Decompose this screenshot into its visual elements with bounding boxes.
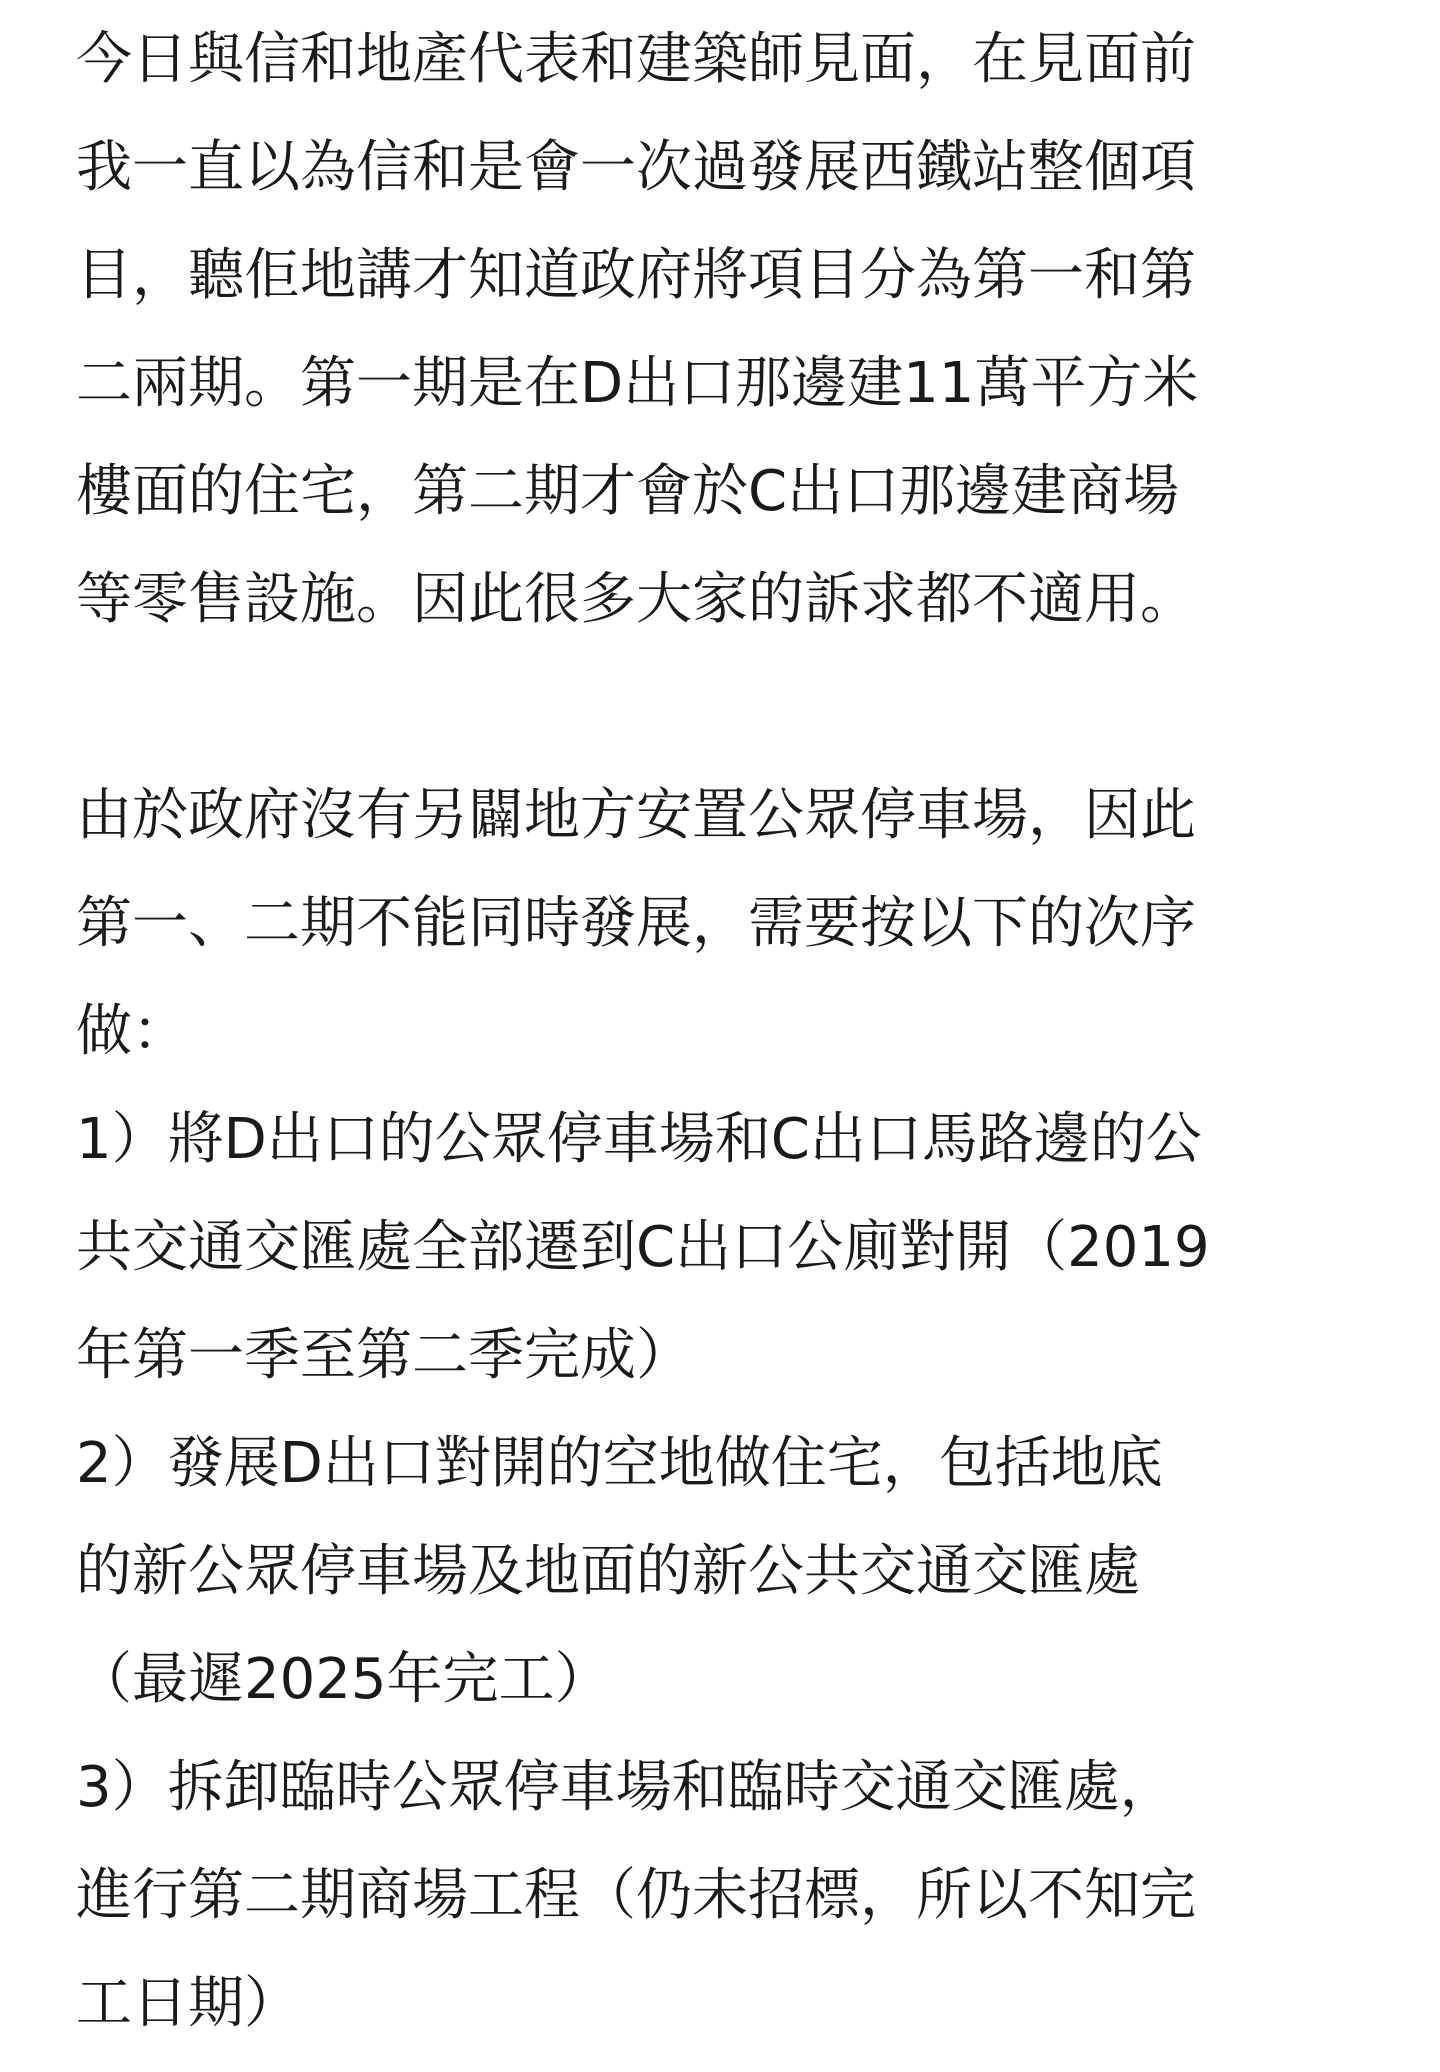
paragraph-spacer xyxy=(76,654,1376,762)
step-1 xyxy=(76,1086,1376,1410)
text-line: 今日與信和地產代表和建築師見面，在見面前 xyxy=(76,27,1196,92)
text-line: 年第一季至第二季完成） xyxy=(76,1323,692,1388)
paragraph-intro xyxy=(76,6,1376,654)
paragraph-sequence-intro xyxy=(76,762,1376,1086)
text-line: 第一、二期不能同時發展，需要按以下的次序 xyxy=(76,891,1196,956)
text-line: （最遲2025年完工） xyxy=(76,1647,611,1712)
text-line: 3）拆卸臨時公眾停車場和臨時交通交匯處， xyxy=(76,1755,1176,1820)
text-line: 我一直以為信和是會一次過發展西鐵站整個項 xyxy=(76,135,1196,200)
text-line: 的新公眾停車場及地面的新公共交通交匯處 xyxy=(76,1539,1140,1604)
text-line: 做： xyxy=(76,999,188,1064)
step-3 xyxy=(76,1734,1376,2058)
text-line: 進行第二期商場工程（仍未招標，所以不知完 xyxy=(76,1863,1196,1928)
text-line: 共交通交匯處全部遷到C出口公廁對開（2019 xyxy=(76,1215,1210,1280)
article-body xyxy=(76,6,1376,2058)
text-line: 1）將D出口的公眾停車場和C出口馬路邊的公 xyxy=(76,1107,1202,1172)
step-2 xyxy=(76,1410,1376,1734)
text-line: 二兩期。第一期是在D出口那邊建11萬平方米 xyxy=(76,351,1199,416)
text-line: 目，聽佢地講才知道政府將項目分為第一和第 xyxy=(76,243,1196,308)
text-line: 工日期） xyxy=(76,1971,300,2036)
text-line: 2）發展D出口對開的空地做住宅，包括地底 xyxy=(76,1431,1163,1496)
text-line: 等零售設施。因此很多大家的訴求都不適用。 xyxy=(76,567,1196,632)
text-line: 由於政府沒有另闢地方安置公眾停車場，因此 xyxy=(76,783,1196,848)
text-line: 樓面的住宅，第二期才會於C出口那邊建商場 xyxy=(76,459,1180,524)
